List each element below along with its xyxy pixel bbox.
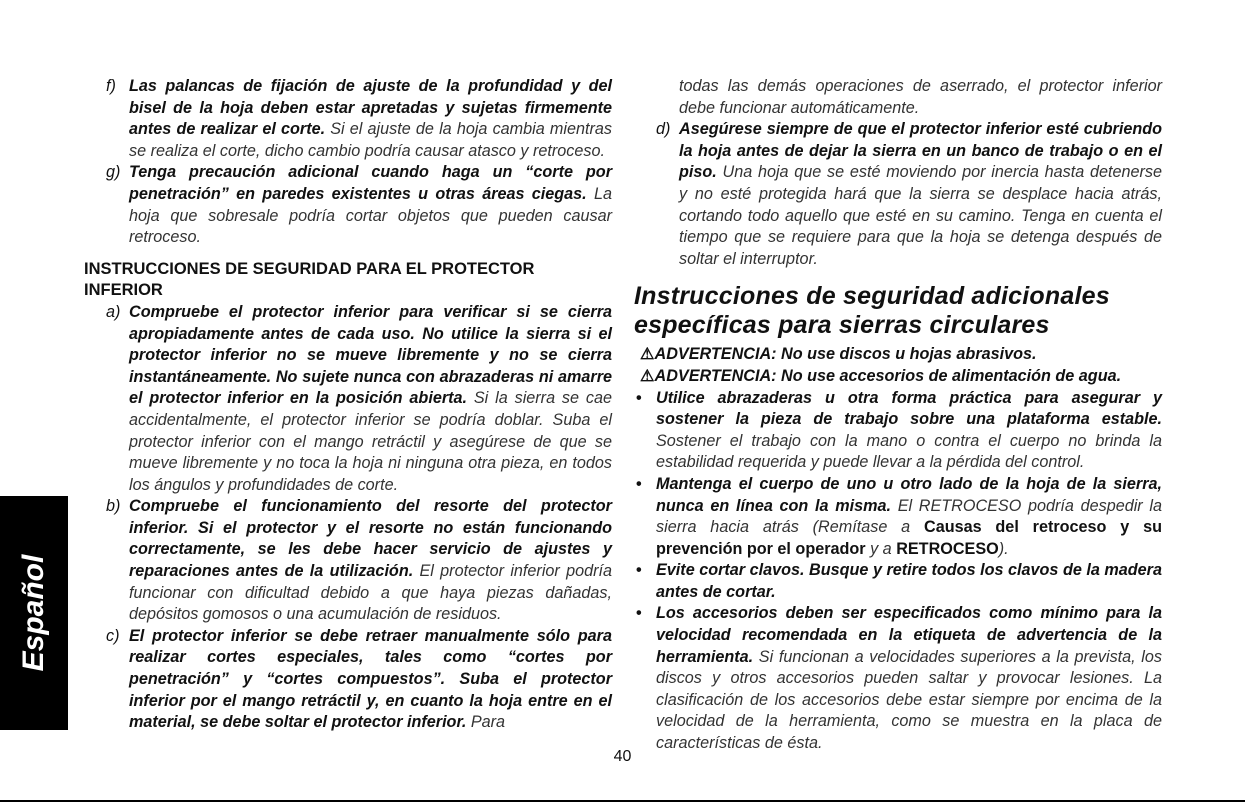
list-item-b [84,496,612,626]
list-item-f [84,76,612,162]
warning-text: ADVERTENCIA: No use discos u hojas abrasivos. [654,345,1037,364]
bullet-item-accessories [634,603,1162,754]
list-marker: d) [656,120,671,139]
warning-abrasive [634,344,1162,366]
instruction-text: y a [865,539,897,558]
bullet-item-clamps [634,388,1162,474]
left-column [84,76,612,734]
instruction-bold: Utilice abrazaderas u otra forma práctica para asegurar y sostener la pieza de trabajo sobre una plataforma estable. [656,388,1162,429]
warning-text: ADVERTENCIA: No use accesorios de alimentación de agua. [654,366,1122,385]
instruction-bold: Compruebe el protector inferior para verificar si se cierra apropiadamente antes de cada uso. No utilice la sierra si el protector inferior no se mueve libremente y no se cierra instantáneamente. No sujete nunca con abrazaderas ni amarre el protector inferior en la posición abierta. [129,302,612,408]
instruction-text: Si la sierra se cae accidentalmente, el protector inferior se podría doblar. Suba el protector inferior con el mango retráctil y asegúrese de que se mueve libremente y no toca la hoja ni ninguna otra pieza, en todos los ángulos y profundidades de corte. [129,389,612,494]
list-item-d [634,119,1162,270]
instruction-text: Si el ajuste de la hoja cambia mientras se realiza el corte, dicho cambio podría causar atasco y retroceso. [129,120,612,160]
section-subheading: INSTRUCCIONES DE SEGURIDAD PARA EL PROTECTOR INFERIOR [84,259,535,300]
instruction-text: Una hoja que se esté moviendo por inercia hasta detenerse y no esté protegida hará que la sierra se desplace hacia atrás, cortando todo aquello que esté en su camino. Tenga en cuenta el tiempo que se requiere para que la hoja se detenga después de soltar el interruptor. [679,163,1162,268]
instruction-bold: El protector inferior se debe retraer manualmente sólo para realizar cortes especiales, tales como “cortes por penetración” y “cortes compuestos”. Suba el protector inferior por el mango retráctil y, en cuanto la hoja entre en el material, se debe soltar el protector inferior. [129,626,612,732]
list-item-g [84,162,612,248]
instruction-text: ). [998,539,1009,558]
instruction-text: Si funcionan a velocidades superiores a la prevista, los discos y otros accesorios pueden saltar y provocar lesiones. La clasificación de los accesorios debe estar siempre por encima de la velocidad de la herramienta, como se muestra en la placa de características de ésta. [656,647,1162,753]
instruction-bold: Compruebe el funcionamiento del resorte del protector inferior. Si el protector y el resorte no están funcionando correctamente, se les debe hacer servicio de ajustes y reparaciones antes de la utilización. [129,497,612,581]
bullet-icon: • [636,388,642,407]
instruction-text: Para [466,713,506,732]
instruction-bold: Mantenga el cuerpo de uno u otro lado de la hoja de la sierra, nunca en línea con la misma. [656,474,1162,515]
instruction-bold: Evite cortar clavos. Busque y retire todos los clavos de la madera antes de cortar. [656,561,1162,601]
list-marker: g) [106,163,121,182]
list-item-a [84,302,612,496]
bullet-item-body-position [634,474,1162,560]
list-marker: c) [106,626,120,645]
section-heading: Instrucciones de seguridad adicionales específicas para sierras circulares [634,282,1110,340]
bullet-icon: • [636,604,642,623]
instruction-bold: Tenga precaución adicional cuando haga un “corte por penetración” en paredes existentes u otras áreas ciegas. [129,163,612,203]
list-item-c-continued [634,76,1162,119]
instruction-text: El protector inferior podría funcionar con dificultad debido a que haya piezas dañadas, depósitos gomosos o una acumulación de residuos. [129,562,612,624]
instruction-bold: Los accesorios deben ser especificados como mínimo para la velocidad recomendada en la etiqueta de advertencia de la herramienta. [656,604,1162,666]
language-tab-label: Español [17,554,50,672]
reference-kickback: RETROCESO [896,539,999,558]
bullet-icon: • [636,474,642,493]
instruction-bold: Las palancas de fijación de ajuste de la profundidad y del bisel de la hoja deben estar apretadas y sujetas firmemente antes de realizar el corte. [129,77,612,139]
instruction-text: El RETROCESO podría despedir la sierra hacia atrás (Remítase a [656,496,1162,537]
list-marker: f) [106,77,116,95]
bottom-rule [0,800,1245,802]
instruction-text: Sostener el trabajo con la mano o contra el cuerpo no brinda la estabilidad requerida y puede llevar a la pérdida del control. [656,431,1162,472]
right-column [634,76,1162,755]
instruction-text: todas las demás operaciones de aserrado, el protector inferior debe funcionar automáticamente. [679,77,1162,117]
language-tab [0,496,68,730]
list-marker: b) [106,497,121,516]
bullet-item-nails [634,560,1162,603]
bullet-icon: • [636,561,642,580]
warning-water [634,366,1162,388]
list-item-c [84,626,612,734]
warning-triangle-icon: ⚠ [640,345,655,364]
page-number: 40 [613,748,632,765]
instruction-bold: Asegúrese siempre de que el protector inferior esté cubriendo la hoja antes de dejar la sierra en un banco de trabajo o en el piso. [679,120,1162,182]
list-marker: a) [106,302,121,321]
reference-kickback-causes: Causas del retroceso y su prevención por el operador [656,518,1162,558]
instruction-text: La hoja que sobresale podría cortar objetos que pueden causar retroceso. [129,184,612,247]
warning-triangle-icon: ⚠ [640,366,655,385]
